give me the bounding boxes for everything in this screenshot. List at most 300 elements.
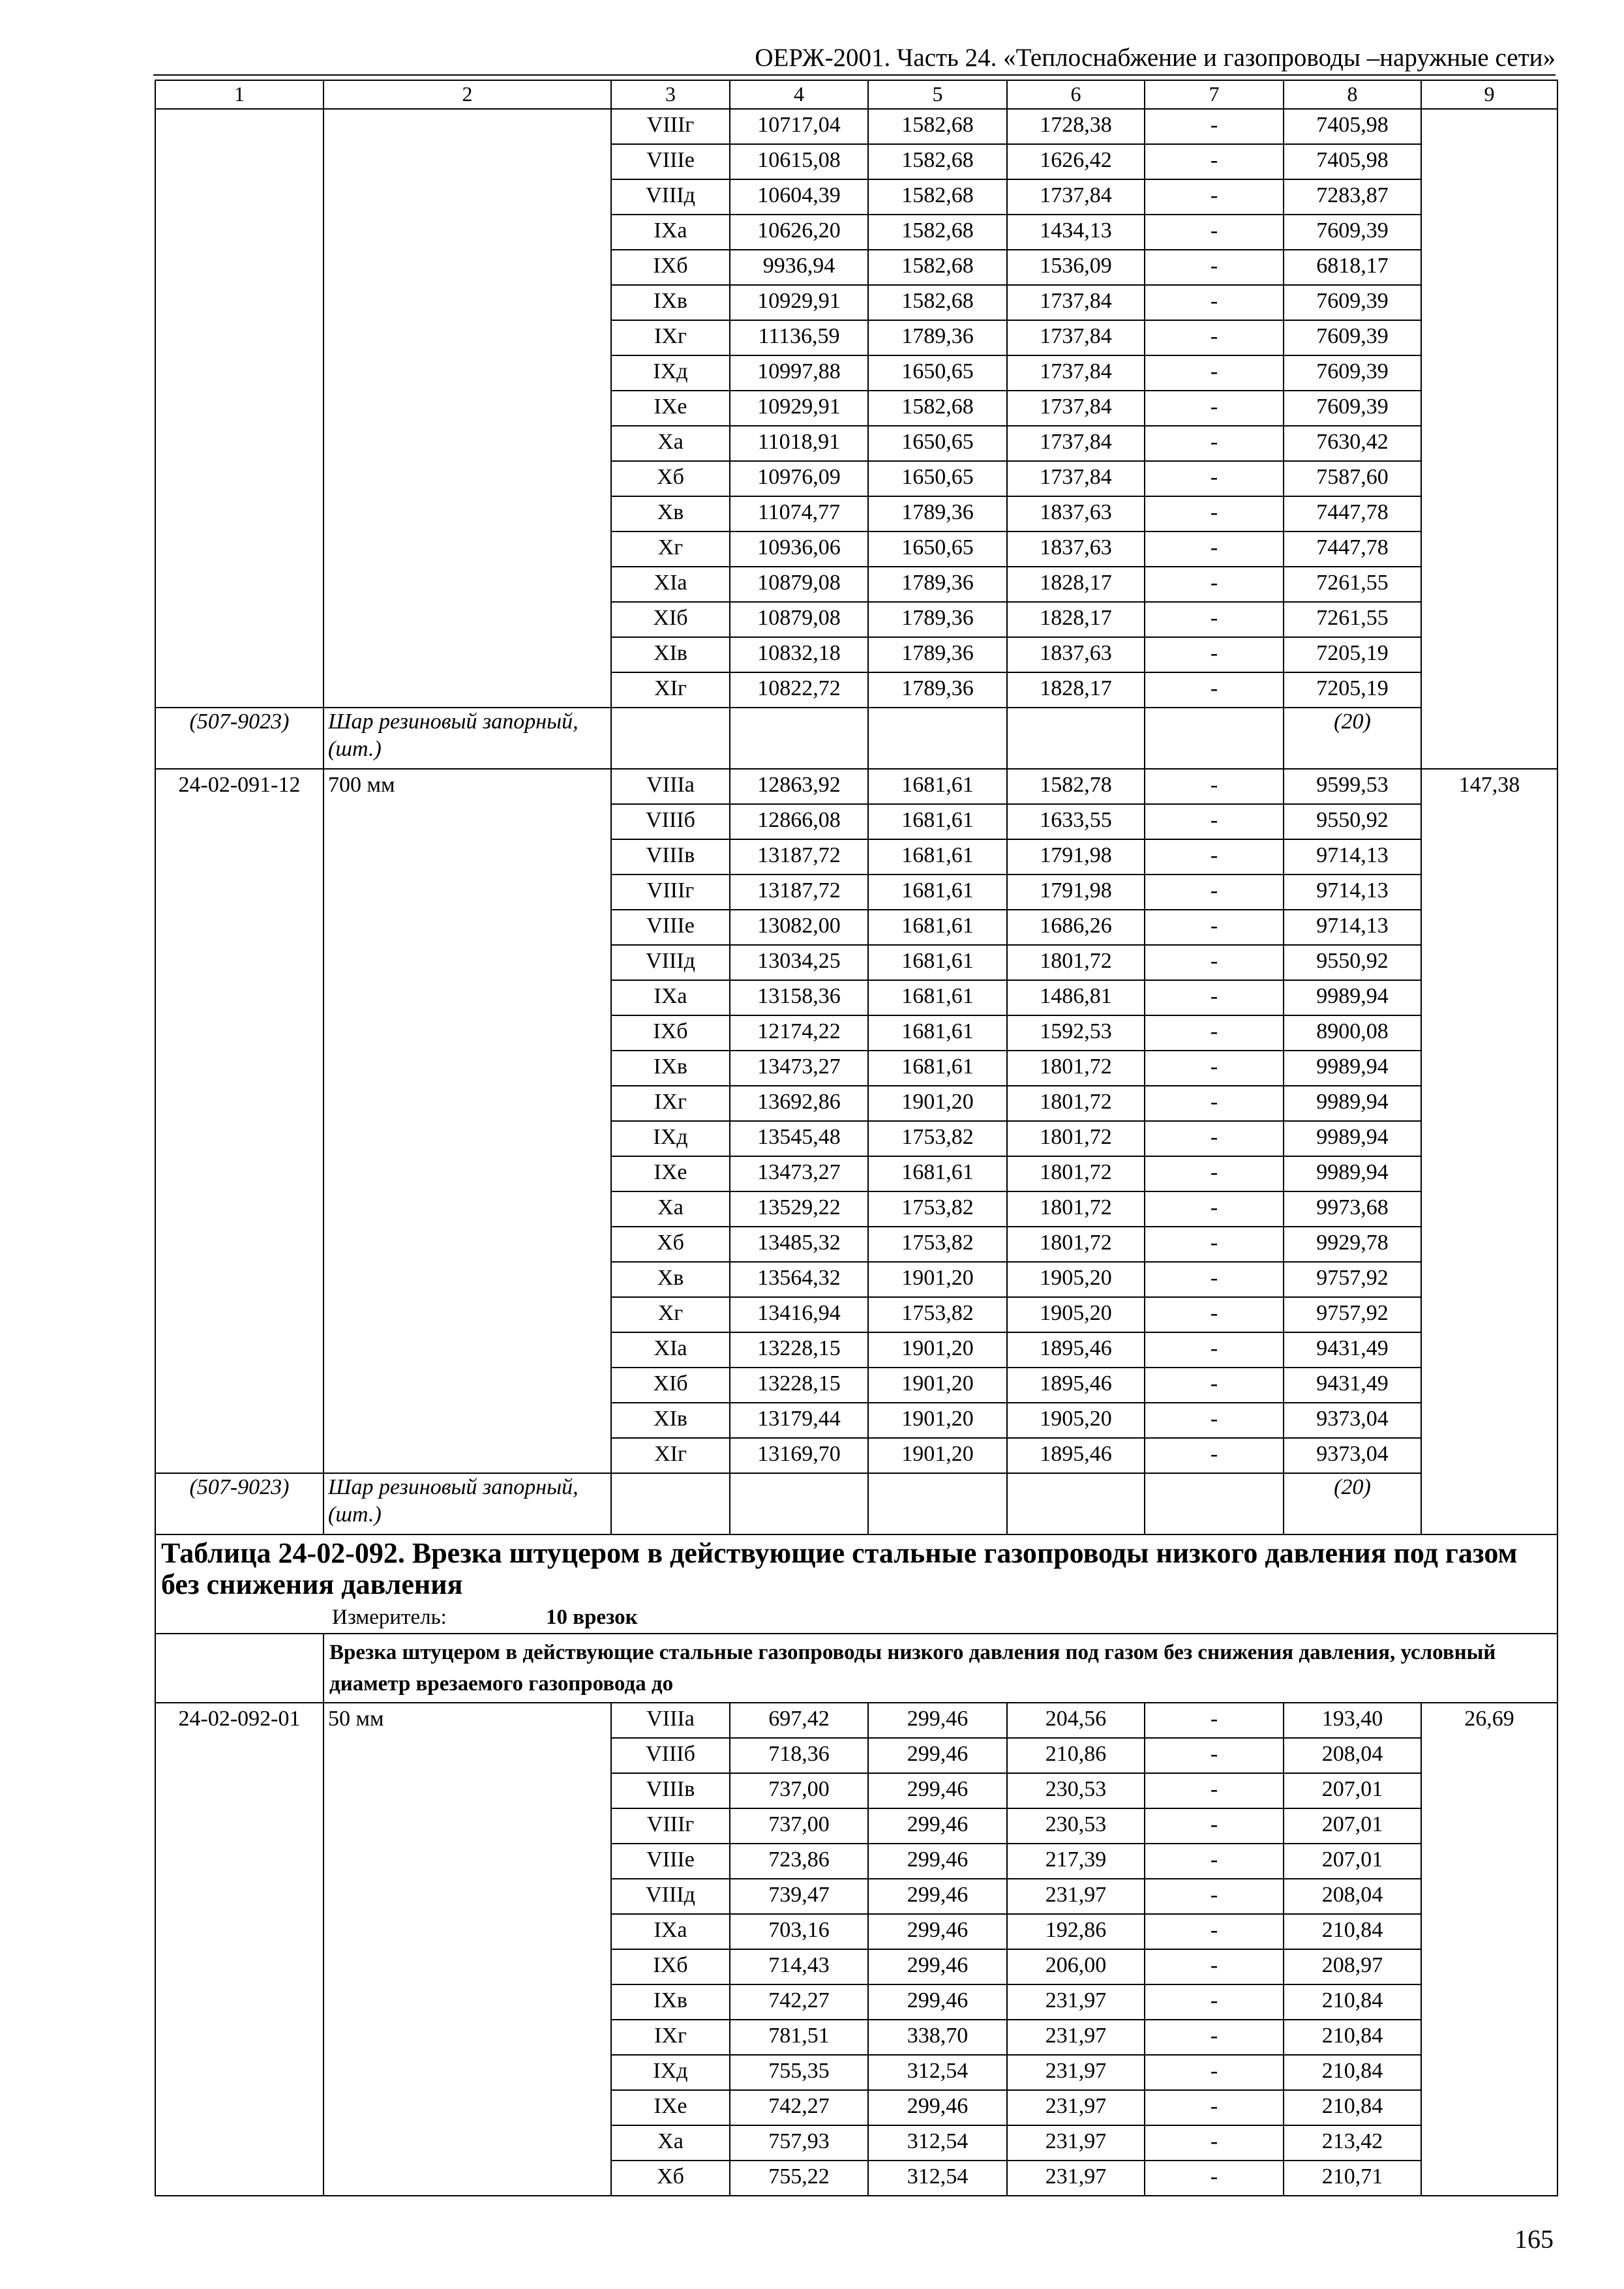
value-cell: 1633,55 xyxy=(1007,804,1145,839)
value-cell: 10832,18 xyxy=(730,637,868,672)
empty-cell xyxy=(611,708,730,769)
value-cell: - xyxy=(1145,426,1284,461)
value-cell: 1737,84 xyxy=(1007,391,1145,426)
value-cell: 1681,61 xyxy=(868,804,1007,839)
zone-cell: IXб xyxy=(611,250,730,285)
value-cell: 1681,61 xyxy=(868,910,1007,945)
value-cell: 210,84 xyxy=(1284,2055,1421,2090)
value-cell: 12863,92 xyxy=(730,769,868,804)
value-cell: 1901,20 xyxy=(868,1332,1007,1368)
value-cell: 9757,92 xyxy=(1284,1262,1421,1297)
value-cell: 1789,36 xyxy=(868,602,1007,637)
value-cell: 10997,88 xyxy=(730,355,868,391)
value-cell: - xyxy=(1145,2161,1284,2196)
zone-cell: IXг xyxy=(611,1086,730,1121)
value-cell: 13473,27 xyxy=(730,1156,868,1191)
value-cell: 1801,72 xyxy=(1007,1156,1145,1191)
empty-cell xyxy=(730,708,868,769)
value-cell: - xyxy=(1145,980,1284,1015)
empty-cell xyxy=(1007,1473,1145,1534)
value-cell: 1753,82 xyxy=(868,1191,1007,1227)
value-cell: 9373,04 xyxy=(1284,1438,1421,1473)
value-cell: 7447,78 xyxy=(1284,531,1421,567)
value-cell: - xyxy=(1145,1879,1284,1914)
page-header: ОЕРЖ-2001. Часть 24. «Теплоснабжение и газопроводы –наружные сети» xyxy=(755,44,1556,72)
zone-cell: Xв xyxy=(611,496,730,531)
value-cell: 207,01 xyxy=(1284,1773,1421,1808)
value-cell: 231,97 xyxy=(1007,2161,1145,2196)
value-cell: 299,46 xyxy=(868,1703,1007,1738)
zone-cell: IXе xyxy=(611,391,730,426)
value-cell: 1905,20 xyxy=(1007,1262,1145,1297)
value-cell: 1681,61 xyxy=(868,1051,1007,1086)
value-cell: - xyxy=(1145,1844,1284,1879)
zone-cell: Xб xyxy=(611,1227,730,1262)
value-cell: 1536,09 xyxy=(1007,250,1145,285)
empty-cell xyxy=(868,708,1007,769)
value-cell: 9973,68 xyxy=(1284,1191,1421,1227)
value-cell: - xyxy=(1145,637,1284,672)
value-cell: 11074,77 xyxy=(730,496,868,531)
value-cell: 1837,63 xyxy=(1007,496,1145,531)
diameter: 50 мм xyxy=(323,1703,611,2196)
value-cell: 9936,94 xyxy=(730,250,868,285)
value-cell: - xyxy=(1145,285,1284,320)
value-cell: - xyxy=(1145,461,1284,496)
value-cell: 13169,70 xyxy=(730,1438,868,1473)
value-cell: 9550,92 xyxy=(1284,804,1421,839)
value-cell: 10604,39 xyxy=(730,179,868,215)
zone-cell: VIIIг xyxy=(611,109,730,144)
value-cell: 299,46 xyxy=(868,1808,1007,1844)
value-cell: 210,84 xyxy=(1284,2090,1421,2125)
zone-cell: IXв xyxy=(611,1051,730,1086)
value-cell: 299,46 xyxy=(868,1914,1007,1949)
zone-cell: VIIIг xyxy=(611,875,730,910)
value-cell: 7205,19 xyxy=(1284,672,1421,708)
subheading: Врезка штуцером в действующие стальные газопроводы низкого давления под газом без снижения давления, условный диаметр врезаемого газопровода до xyxy=(323,1634,1557,1703)
value-cell: 9989,94 xyxy=(1284,1051,1421,1086)
value-cell: 1681,61 xyxy=(868,1015,1007,1051)
rate-code xyxy=(155,109,323,708)
labor-cost xyxy=(1421,109,1557,769)
value-cell: 231,97 xyxy=(1007,2020,1145,2055)
zone-cell: Xв xyxy=(611,1262,730,1297)
value-cell: 714,43 xyxy=(730,1949,868,1984)
material-row xyxy=(155,708,1557,769)
value-cell: - xyxy=(1145,910,1284,945)
material-desc: Шар резиновый запорный, (шт.) xyxy=(323,1473,611,1534)
value-cell: - xyxy=(1145,1262,1284,1297)
meter-value: 10 врезок xyxy=(546,1606,638,1629)
value-cell: 210,84 xyxy=(1284,1914,1421,1949)
value-cell: 11018,91 xyxy=(730,426,868,461)
value-cell: 1486,81 xyxy=(1007,980,1145,1015)
value-cell: 299,46 xyxy=(868,1738,1007,1773)
value-cell: 1801,72 xyxy=(1007,1086,1145,1121)
value-cell: 13187,72 xyxy=(730,839,868,875)
zone-cell: XIб xyxy=(611,602,730,637)
value-cell: 13034,25 xyxy=(730,945,868,980)
zone-cell: VIIIв xyxy=(611,1773,730,1808)
value-cell: 6818,17 xyxy=(1284,250,1421,285)
zone-cell: Xа xyxy=(611,2125,730,2161)
column-number: 5 xyxy=(868,80,1007,109)
material-row xyxy=(155,1473,1557,1534)
value-cell: 10879,08 xyxy=(730,602,868,637)
value-cell: 9989,94 xyxy=(1284,1086,1421,1121)
value-cell: 1791,98 xyxy=(1007,839,1145,875)
material-code: (507-9023) xyxy=(155,1473,323,1534)
table-title: Таблица 24-02-092. Врезка штуцером в действующие стальные газопроводы низкого давления под газом без снижения давления xyxy=(161,1537,1518,1600)
zone-cell: IXа xyxy=(611,215,730,250)
column-number: 6 xyxy=(1007,80,1145,109)
value-cell: 1895,46 xyxy=(1007,1368,1145,1403)
value-cell: 1801,72 xyxy=(1007,1051,1145,1086)
value-cell: 757,93 xyxy=(730,2125,868,2161)
value-cell: - xyxy=(1145,2125,1284,2161)
zone-cell: VIIIб xyxy=(611,1738,730,1773)
value-cell: - xyxy=(1145,602,1284,637)
value-cell: 12866,08 xyxy=(730,804,868,839)
header-rule xyxy=(153,74,1556,76)
value-cell: 1837,63 xyxy=(1007,531,1145,567)
empty-cell xyxy=(1007,708,1145,769)
value-cell: 207,01 xyxy=(1284,1844,1421,1879)
zone-cell: XIг xyxy=(611,1438,730,1473)
value-cell: 13545,48 xyxy=(730,1121,868,1156)
value-cell: 1582,68 xyxy=(868,144,1007,179)
value-cell: - xyxy=(1145,215,1284,250)
zone-cell: IXв xyxy=(611,285,730,320)
value-cell: 7405,98 xyxy=(1284,144,1421,179)
value-cell: 208,97 xyxy=(1284,1949,1421,1984)
value-cell: - xyxy=(1145,1086,1284,1121)
value-cell: 697,42 xyxy=(730,1703,868,1738)
value-cell: 7609,39 xyxy=(1284,215,1421,250)
value-cell: - xyxy=(1145,391,1284,426)
value-cell: 10626,20 xyxy=(730,215,868,250)
value-cell: - xyxy=(1145,769,1284,804)
value-cell: 13485,32 xyxy=(730,1227,868,1262)
value-cell: 1737,84 xyxy=(1007,179,1145,215)
value-cell: 1837,63 xyxy=(1007,637,1145,672)
zone-cell: VIIIе xyxy=(611,910,730,945)
value-cell: 1789,36 xyxy=(868,567,1007,602)
value-cell: - xyxy=(1145,320,1284,355)
value-cell: 737,00 xyxy=(730,1808,868,1844)
zone-cell: Xа xyxy=(611,1191,730,1227)
value-cell: 10929,91 xyxy=(730,285,868,320)
value-cell: 8900,08 xyxy=(1284,1015,1421,1051)
value-cell: - xyxy=(1145,567,1284,602)
value-cell: 1905,20 xyxy=(1007,1403,1145,1438)
value-cell: - xyxy=(1145,804,1284,839)
value-cell: 193,40 xyxy=(1284,1703,1421,1738)
value-cell: 213,42 xyxy=(1284,2125,1421,2161)
value-cell: 10936,06 xyxy=(730,531,868,567)
value-cell: 1789,36 xyxy=(868,637,1007,672)
value-cell: 1905,20 xyxy=(1007,1297,1145,1332)
value-cell: 13158,36 xyxy=(730,980,868,1015)
value-cell: 217,39 xyxy=(1007,1844,1145,1879)
value-cell: - xyxy=(1145,1015,1284,1051)
zone-cell: VIIIг xyxy=(611,1808,730,1844)
value-cell: - xyxy=(1145,1738,1284,1773)
material-desc: Шар резиновый запорный, (шт.) xyxy=(323,708,611,769)
value-cell: - xyxy=(1145,1297,1284,1332)
zone-cell: XIа xyxy=(611,567,730,602)
value-cell: 13187,72 xyxy=(730,875,868,910)
value-cell: 10615,08 xyxy=(730,144,868,179)
section-title xyxy=(155,1534,1557,1634)
value-cell: - xyxy=(1145,2055,1284,2090)
zone-cell: VIIIд xyxy=(611,1879,730,1914)
value-cell: 1592,53 xyxy=(1007,1015,1145,1051)
value-cell: 312,54 xyxy=(868,2055,1007,2090)
zone-cell: XIв xyxy=(611,637,730,672)
column-number: 1 xyxy=(155,80,323,109)
value-cell: - xyxy=(1145,1438,1284,1473)
material-qty: (20) xyxy=(1284,708,1421,769)
value-cell: 755,22 xyxy=(730,2161,868,2196)
value-cell: 1686,26 xyxy=(1007,910,1145,945)
value-cell: - xyxy=(1145,1368,1284,1403)
empty-cell xyxy=(155,1634,323,1703)
value-cell: - xyxy=(1145,1227,1284,1262)
value-cell: 1737,84 xyxy=(1007,426,1145,461)
table-row xyxy=(155,109,1557,144)
value-cell: 1582,68 xyxy=(868,179,1007,215)
zone-cell: XIг xyxy=(611,672,730,708)
value-cell: 7405,98 xyxy=(1284,109,1421,144)
value-cell: 231,97 xyxy=(1007,1879,1145,1914)
value-cell: 13179,44 xyxy=(730,1403,868,1438)
zone-cell: VIIIа xyxy=(611,769,730,804)
empty-cell xyxy=(1145,1473,1284,1534)
value-cell: - xyxy=(1145,1773,1284,1808)
value-cell: - xyxy=(1145,1121,1284,1156)
value-cell: 10976,09 xyxy=(730,461,868,496)
value-cell: 9431,49 xyxy=(1284,1368,1421,1403)
value-cell: - xyxy=(1145,144,1284,179)
value-cell: 13529,22 xyxy=(730,1191,868,1227)
value-cell: - xyxy=(1145,2090,1284,2125)
value-cell: 1582,68 xyxy=(868,215,1007,250)
value-cell: 231,97 xyxy=(1007,2090,1145,2125)
value-cell: 1650,65 xyxy=(868,426,1007,461)
value-cell: 204,56 xyxy=(1007,1703,1145,1738)
value-cell: 1650,65 xyxy=(868,355,1007,391)
value-cell: 1789,36 xyxy=(868,496,1007,531)
value-cell: 9431,49 xyxy=(1284,1332,1421,1368)
zone-cell: IXа xyxy=(611,1914,730,1949)
zone-cell: IXг xyxy=(611,2020,730,2055)
value-cell: 13082,00 xyxy=(730,910,868,945)
zone-cell: VIIIд xyxy=(611,179,730,215)
value-cell: - xyxy=(1145,355,1284,391)
value-cell: 208,04 xyxy=(1284,1879,1421,1914)
value-cell: 7609,39 xyxy=(1284,355,1421,391)
value-cell: 1650,65 xyxy=(868,531,1007,567)
value-cell: 9714,13 xyxy=(1284,875,1421,910)
value-cell: 1737,84 xyxy=(1007,355,1145,391)
value-cell: 231,97 xyxy=(1007,2125,1145,2161)
value-cell: - xyxy=(1145,1051,1284,1086)
value-cell: 1728,38 xyxy=(1007,109,1145,144)
table-row xyxy=(155,1703,1557,1738)
value-cell: 10822,72 xyxy=(730,672,868,708)
zone-cell: Xг xyxy=(611,1297,730,1332)
value-cell: 1828,17 xyxy=(1007,567,1145,602)
value-cell: 1901,20 xyxy=(868,1368,1007,1403)
value-cell: 13416,94 xyxy=(730,1297,868,1332)
zone-cell: IXд xyxy=(611,355,730,391)
value-cell: 231,97 xyxy=(1007,1984,1145,2020)
value-cell: 1895,46 xyxy=(1007,1438,1145,1473)
zone-cell: IXд xyxy=(611,1121,730,1156)
diameter: 700 мм xyxy=(323,769,611,1473)
value-cell: 781,51 xyxy=(730,2020,868,2055)
value-cell: 1582,68 xyxy=(868,250,1007,285)
value-cell: 1901,20 xyxy=(868,1438,1007,1473)
value-cell: - xyxy=(1145,250,1284,285)
zone-cell: Xб xyxy=(611,2161,730,2196)
value-cell: 1681,61 xyxy=(868,769,1007,804)
value-cell: 737,00 xyxy=(730,1773,868,1808)
value-cell: 13692,86 xyxy=(730,1086,868,1121)
value-cell: 9373,04 xyxy=(1284,1403,1421,1438)
column-number: 8 xyxy=(1284,80,1421,109)
value-cell: 13228,15 xyxy=(730,1332,868,1368)
value-cell: 7609,39 xyxy=(1284,285,1421,320)
value-cell: 7261,55 xyxy=(1284,567,1421,602)
labor-cost: 26,69 xyxy=(1421,1703,1557,2196)
zone-cell: XIб xyxy=(611,1368,730,1403)
value-cell: 9989,94 xyxy=(1284,1156,1421,1191)
diameter xyxy=(323,109,611,708)
zone-cell: IXе xyxy=(611,2090,730,2125)
value-cell: 1801,72 xyxy=(1007,1227,1145,1262)
zone-cell: IXв xyxy=(611,1984,730,2020)
value-cell: - xyxy=(1145,1984,1284,2020)
zone-cell: XIв xyxy=(611,1403,730,1438)
value-cell: 1737,84 xyxy=(1007,320,1145,355)
value-cell: 207,01 xyxy=(1284,1808,1421,1844)
zone-cell: VIIIб xyxy=(611,804,730,839)
value-cell: 1681,61 xyxy=(868,1156,1007,1191)
value-cell: 10717,04 xyxy=(730,109,868,144)
value-cell: 1801,72 xyxy=(1007,1121,1145,1156)
value-cell: - xyxy=(1145,496,1284,531)
value-cell: 739,47 xyxy=(730,1879,868,1914)
value-cell: 1753,82 xyxy=(868,1297,1007,1332)
value-cell: 1582,68 xyxy=(868,285,1007,320)
value-cell: 7283,87 xyxy=(1284,179,1421,215)
zone-cell: IXа xyxy=(611,980,730,1015)
value-cell: 1681,61 xyxy=(868,980,1007,1015)
zone-cell: VIIIв xyxy=(611,839,730,875)
value-cell: 7609,39 xyxy=(1284,391,1421,426)
column-number: 9 xyxy=(1421,80,1557,109)
value-cell: - xyxy=(1145,839,1284,875)
value-cell: - xyxy=(1145,1332,1284,1368)
meter-line xyxy=(161,1604,1552,1630)
value-cell: - xyxy=(1145,179,1284,215)
value-cell: 9989,94 xyxy=(1284,1121,1421,1156)
value-cell: 10929,91 xyxy=(730,391,868,426)
meter-label: Измеритель: xyxy=(332,1606,447,1629)
zone-cell: IXб xyxy=(611,1015,730,1051)
value-cell: 1681,61 xyxy=(868,945,1007,980)
zone-cell: IXб xyxy=(611,1949,730,1984)
value-cell: 192,86 xyxy=(1007,1914,1145,1949)
column-number: 7 xyxy=(1145,80,1284,109)
value-cell: 1828,17 xyxy=(1007,602,1145,637)
zone-cell: VIIIа xyxy=(611,1703,730,1738)
value-cell: 210,71 xyxy=(1284,2161,1421,2196)
value-cell: 9550,92 xyxy=(1284,945,1421,980)
table-row xyxy=(155,769,1557,804)
empty-cell xyxy=(868,1473,1007,1534)
value-cell: 7609,39 xyxy=(1284,320,1421,355)
zone-cell: XIа xyxy=(611,1332,730,1368)
value-cell: - xyxy=(1145,1403,1284,1438)
value-cell: 1789,36 xyxy=(868,672,1007,708)
subheading-row xyxy=(155,1634,1557,1703)
value-cell: 718,36 xyxy=(730,1738,868,1773)
value-cell: - xyxy=(1145,1191,1284,1227)
value-cell: 9929,78 xyxy=(1284,1227,1421,1262)
value-cell: 299,46 xyxy=(868,1879,1007,1914)
value-cell: 723,86 xyxy=(730,1844,868,1879)
value-cell: 1681,61 xyxy=(868,839,1007,875)
value-cell: 7205,19 xyxy=(1284,637,1421,672)
value-cell: 338,70 xyxy=(868,2020,1007,2055)
value-cell: 1650,65 xyxy=(868,461,1007,496)
value-cell: 210,86 xyxy=(1007,1738,1145,1773)
value-cell: 230,53 xyxy=(1007,1773,1145,1808)
value-cell: 12174,22 xyxy=(730,1015,868,1051)
value-cell: 1737,84 xyxy=(1007,461,1145,496)
value-cell: 1895,46 xyxy=(1007,1332,1145,1368)
zone-cell: IXе xyxy=(611,1156,730,1191)
value-cell: 1434,13 xyxy=(1007,215,1145,250)
zone-cell: IXг xyxy=(611,320,730,355)
value-cell: 299,46 xyxy=(868,1984,1007,2020)
zone-cell: Xг xyxy=(611,531,730,567)
zone-cell: Xа xyxy=(611,426,730,461)
value-cell: 312,54 xyxy=(868,2125,1007,2161)
value-cell: 13228,15 xyxy=(730,1368,868,1403)
value-cell: 10879,08 xyxy=(730,567,868,602)
value-cell: 13564,32 xyxy=(730,1262,868,1297)
value-cell: 231,97 xyxy=(1007,2055,1145,2090)
section-title-row xyxy=(155,1534,1557,1634)
value-cell: 9757,92 xyxy=(1284,1297,1421,1332)
value-cell: 1681,61 xyxy=(868,875,1007,910)
zone-cell: VIIIе xyxy=(611,1844,730,1879)
column-number: 4 xyxy=(730,80,868,109)
column-number: 2 xyxy=(323,80,611,109)
value-cell: 210,84 xyxy=(1284,1984,1421,2020)
value-cell: 1801,72 xyxy=(1007,945,1145,980)
value-cell: 7261,55 xyxy=(1284,602,1421,637)
value-cell: 1901,20 xyxy=(868,1086,1007,1121)
material-code: (507-9023) xyxy=(155,708,323,769)
value-cell: 1753,82 xyxy=(868,1227,1007,1262)
value-cell: 210,84 xyxy=(1284,2020,1421,2055)
